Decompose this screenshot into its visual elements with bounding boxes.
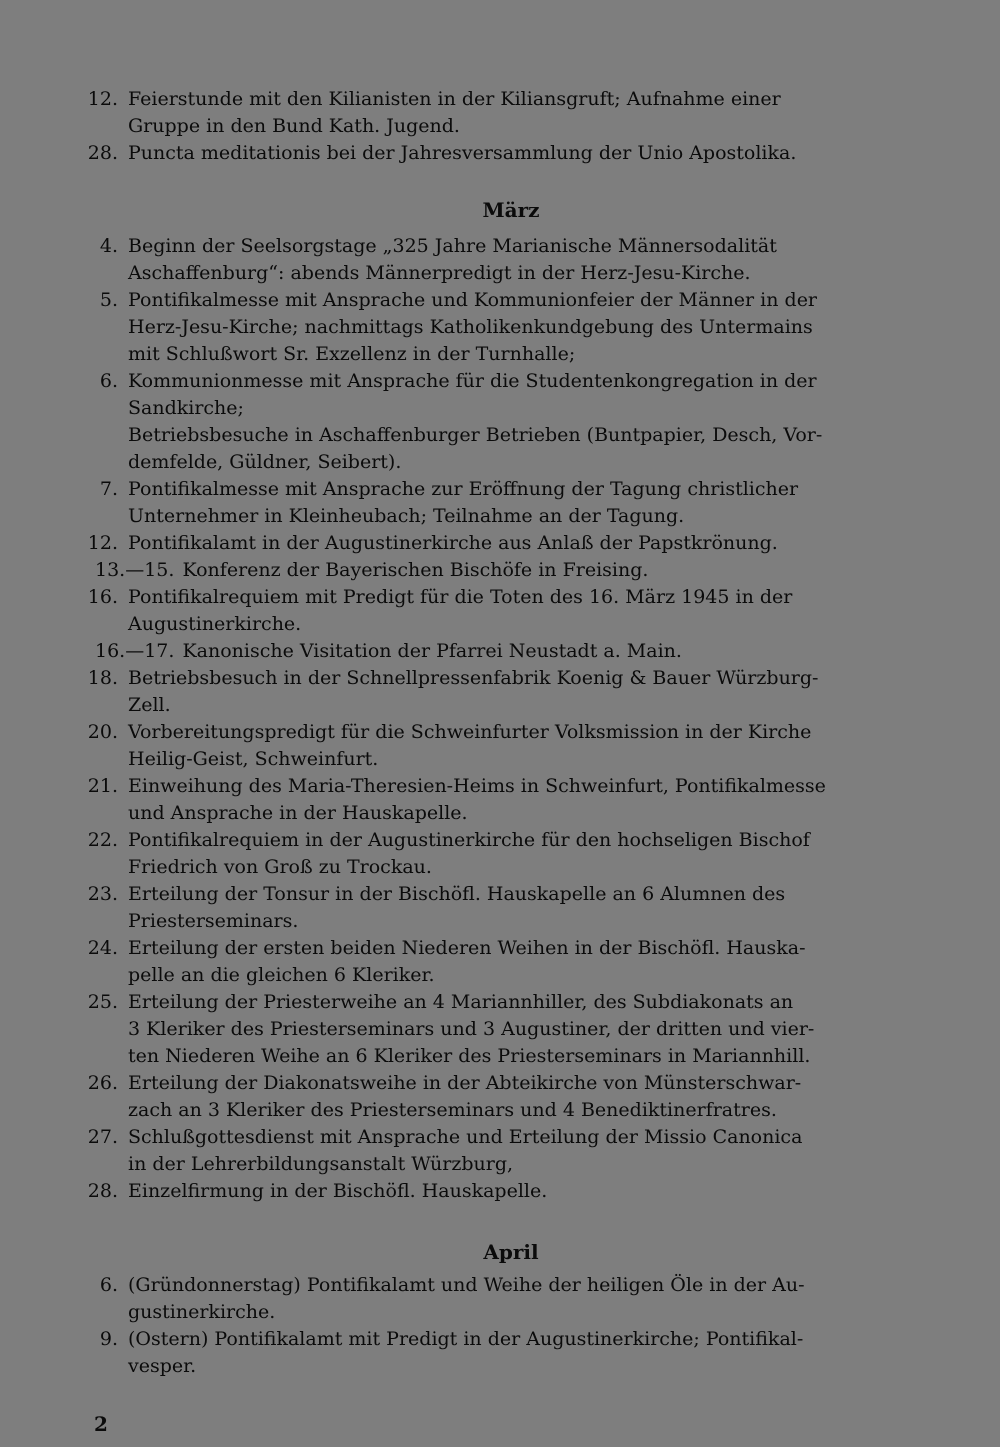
entry-text-line: Heilig-Geist, Schweinfurt. xyxy=(128,748,379,770)
entry-text xyxy=(128,233,938,287)
entry-text-line: Erteilung der Tonsur in der Bischöfl. Hauskapelle an 6 Alumnen des xyxy=(128,883,786,905)
entry-text-line: 3 Kleriker des Priesterseminars und 3 Augustiner, der dritten und vier- xyxy=(128,1018,815,1040)
entry-text xyxy=(182,638,682,665)
entry-text-line: Erteilung der ersten beiden Niederen Weihen in der Bischöfl. Hauska- xyxy=(128,937,806,959)
entry-text xyxy=(128,989,938,1070)
entry-date: 25. xyxy=(87,991,118,1013)
entry-date: 5. xyxy=(99,289,118,311)
entry-text xyxy=(182,557,648,584)
entry-text-line: Kanonische Visitation der Pfarrei Neustadt a. Main. xyxy=(182,640,682,662)
entry-text-line: Einzelfirmung in der Bischöfl. Hauskapelle. xyxy=(128,1180,548,1202)
agenda-entry xyxy=(0,638,1000,665)
page-number: 2 xyxy=(94,1412,108,1436)
entry-text xyxy=(128,287,938,368)
agenda-entry xyxy=(0,1124,1000,1178)
entry-text xyxy=(128,86,938,140)
agenda-entry xyxy=(0,1326,1000,1380)
february-continuation xyxy=(0,86,1000,167)
entry-text xyxy=(128,665,938,719)
entry-text-line: Sandkirche; xyxy=(128,397,244,419)
agenda-entry xyxy=(0,476,1000,530)
agenda-entry xyxy=(0,86,1000,140)
entry-date: 23. xyxy=(87,883,118,905)
entry-text-line: Herz-Jesu-Kirche; nachmittags Katholikenkundgebung des Untermains xyxy=(128,316,813,338)
entry-text-line: ten Niederen Weihe an 6 Kleriker des Priesterseminars in Mariannhill. xyxy=(128,1045,811,1067)
entry-text-line: (Gründonnerstag) Pontifikalamt und Weihe der heiligen Öle in der Au- xyxy=(128,1274,805,1296)
entry-date: 9. xyxy=(99,1328,118,1350)
entry-text-line: Pontifikalrequiem in der Augustinerkirche für den hochseligen Bischof xyxy=(128,829,810,851)
entry-text xyxy=(128,935,938,989)
entry-text-line: Betriebsbesuche in Aschaffenburger Betrieben (Buntpapier, Desch, Vor- xyxy=(128,424,823,446)
entry-text-line: Betriebsbesuch in der Schnellpressenfabrik Koenig & Bauer Würzburg- xyxy=(128,667,819,689)
entry-text-line: Kommunionmesse mit Ansprache für die Studentenkongregation in der xyxy=(128,370,817,392)
entry-text-line: Pontifikalmesse mit Ansprache zur Eröffnung der Tagung christlicher xyxy=(128,478,799,500)
month-heading-maerz: März xyxy=(482,198,540,222)
entry-text xyxy=(128,773,938,827)
entry-text-line: vesper. xyxy=(128,1355,197,1377)
entry-text xyxy=(128,476,938,530)
agenda-entry xyxy=(0,881,1000,935)
entry-text-line: Friedrich von Groß zu Trockau. xyxy=(128,856,432,878)
entry-text-line: Puncta meditationis bei der Jahresversammlung der Unio Apostolika. xyxy=(128,142,797,164)
month-heading-april: April xyxy=(483,1240,539,1264)
agenda-entry xyxy=(0,368,1000,476)
entry-text-line: Vorbereitungspredigt für die Schweinfurter Volksmission in der Kirche xyxy=(128,721,812,743)
entry-date: 16. xyxy=(87,586,118,608)
entry-text-line: und Ansprache in der Hauskapelle. xyxy=(128,802,468,824)
entry-date: 22. xyxy=(87,829,118,851)
entry-date: 13.—15. xyxy=(95,559,175,581)
entry-date: 7. xyxy=(99,478,118,500)
entry-text-line: gustinerkirche. xyxy=(128,1301,276,1323)
entry-text-line: in der Lehrerbildungsanstalt Würzburg, xyxy=(128,1153,514,1175)
entry-text xyxy=(128,530,938,557)
entry-date: 12. xyxy=(87,532,118,554)
entry-text-line: zach an 3 Kleriker des Priesterseminars und 4 Benediktinerfratres. xyxy=(128,1099,777,1121)
agenda-entry xyxy=(0,584,1000,638)
agenda-entry xyxy=(0,989,1000,1070)
entry-date: 21. xyxy=(87,775,118,797)
entry-text xyxy=(128,1272,938,1326)
entry-text-line: Erteilung der Diakonatsweihe in der Abteikirche von Münsterschwar- xyxy=(128,1072,802,1094)
agenda-entry xyxy=(0,287,1000,368)
agenda-entry xyxy=(0,935,1000,989)
entry-text-line: Schlußgottesdienst mit Ansprache und Erteilung der Missio Canonica xyxy=(128,1126,803,1148)
entry-text xyxy=(128,881,938,935)
entry-text-line: Priesterseminars. xyxy=(128,910,299,932)
entry-text-line: Aschaffenburg“: abends Männerpredigt in der Herz-Jesu-Kirche. xyxy=(128,262,751,284)
agenda-entry xyxy=(0,140,1000,167)
entry-date: 20. xyxy=(87,721,118,743)
entry-date: 12. xyxy=(87,88,118,110)
entry-text-line: Pontifikalmesse mit Ansprache und Kommunionfeier der Männer in der xyxy=(128,289,818,311)
entry-text-line: Erteilung der Priesterweihe an 4 Mariannhiller, des Subdiakonats an xyxy=(128,991,794,1013)
entry-text-line: Einweihung des Maria-Theresien-Heims in Schweinfurt, Pontifikalmesse xyxy=(128,775,826,797)
agenda-entry xyxy=(0,530,1000,557)
agenda-entry xyxy=(0,557,1000,584)
entry-text-line: Augustinerkirche. xyxy=(128,613,302,635)
entry-date: 6. xyxy=(99,1274,118,1296)
entry-text-line: Konferenz der Bayerischen Bischöfe in Freising. xyxy=(182,559,649,581)
entry-text xyxy=(128,140,938,167)
entry-date: 6. xyxy=(99,370,118,392)
entry-text-line: demfelde, Güldner, Seibert). xyxy=(128,451,402,473)
entry-date: 4. xyxy=(99,235,118,257)
entry-date: 27. xyxy=(87,1126,118,1148)
entry-date: 16.—17. xyxy=(95,640,175,662)
entry-text-line: Pontifikalrequiem mit Predigt für die Toten des 16. März 1945 in der xyxy=(128,586,793,608)
entry-text xyxy=(128,827,938,881)
agenda-entry xyxy=(0,773,1000,827)
agenda-entry xyxy=(0,1070,1000,1124)
entry-text xyxy=(128,1178,938,1205)
entry-text-line: (Ostern) Pontifikalamt mit Predigt in der Augustinerkirche; Pontifikal- xyxy=(128,1328,804,1350)
agenda-entry xyxy=(0,233,1000,287)
entry-text xyxy=(128,368,938,476)
entry-text xyxy=(128,1326,938,1380)
entry-text-line: Pontifikalamt in der Augustinerkirche aus Anlaß der Papstkrönung. xyxy=(128,532,778,554)
agenda-entry xyxy=(0,665,1000,719)
agenda-entry xyxy=(0,1272,1000,1326)
entry-text-line: pelle an die gleichen 6 Kleriker. xyxy=(128,964,435,986)
entry-text xyxy=(128,719,938,773)
entry-text xyxy=(128,584,938,638)
entry-date: 28. xyxy=(87,142,118,164)
entry-date: 26. xyxy=(87,1072,118,1094)
entry-date: 24. xyxy=(87,937,118,959)
entry-text-line: Gruppe in den Bund Kath. Jugend. xyxy=(128,115,460,137)
entry-text-line: Unternehmer in Kleinheubach; Teilnahme an der Tagung. xyxy=(128,505,685,527)
entry-text-line: Zell. xyxy=(128,694,171,716)
entry-text xyxy=(128,1070,938,1124)
entry-date: 18. xyxy=(87,667,118,689)
entry-text-line: Feierstunde mit den Kilianisten in der Kiliansgruft; Aufnahme einer xyxy=(128,88,781,110)
april-section xyxy=(0,1237,1000,1380)
agenda-entry xyxy=(0,827,1000,881)
agenda-entry xyxy=(0,719,1000,773)
march-section xyxy=(0,195,1000,1205)
entry-date: 28. xyxy=(87,1180,118,1202)
agenda-entry xyxy=(0,1178,1000,1205)
entry-text-line: mit Schlußwort Sr. Exzellenz in der Turnhalle; xyxy=(128,343,576,365)
entry-text-line: Beginn der Seelsorgstage „325 Jahre Marianische Männersodalität xyxy=(128,235,777,257)
entry-text xyxy=(128,1124,938,1178)
